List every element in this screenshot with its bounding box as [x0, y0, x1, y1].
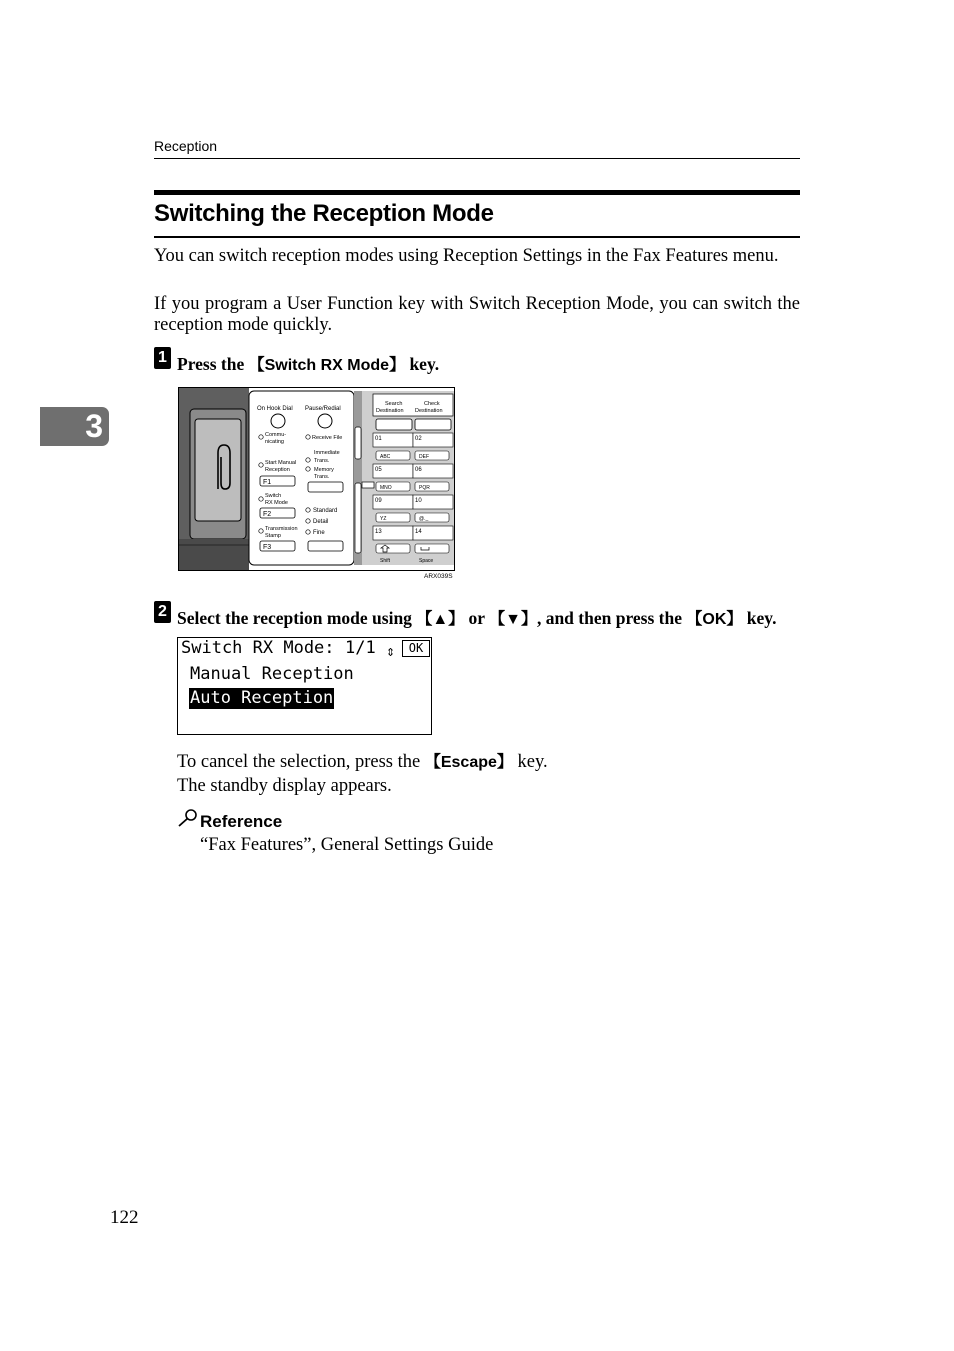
on-hook-dial-button	[271, 414, 285, 428]
magnifier-icon	[177, 808, 199, 828]
standby-note: The standby display appears.	[177, 776, 392, 796]
title-rule-top	[154, 190, 800, 195]
label-stamp: Stamp	[265, 533, 281, 539]
label-search-destination: Destination	[376, 408, 404, 414]
lcd-option-manual-reception: Manual Reception	[190, 664, 354, 684]
up-down-arrow-icon: ⇕	[386, 642, 396, 660]
figure-id: ARX039S	[424, 573, 453, 580]
step-2-text-2: or	[464, 608, 490, 628]
label-f3: F3	[263, 544, 272, 551]
key-label-10: 10	[415, 498, 422, 504]
lcd-title: Switch RX Mode:	[181, 638, 335, 658]
key-label-abc: ABC	[380, 454, 391, 460]
down-key-label: 【▼】	[489, 611, 537, 628]
cancel-text-before: To cancel the selection, press the	[177, 752, 425, 772]
label-standard: Standard	[313, 508, 338, 514]
label-immediate: Immediate	[314, 450, 340, 456]
escape-key-label: 【Escape】	[424, 754, 513, 771]
key-label-mno: MNO	[380, 485, 392, 491]
step-2-text-1: Select the reception mode using	[177, 608, 417, 628]
key-label-06: 06	[415, 467, 422, 473]
label-receive-file: Receive File	[312, 435, 343, 441]
key-label-05: 05	[375, 467, 382, 473]
label-nicating: nicating	[265, 439, 284, 445]
key-label-14: 14	[415, 529, 422, 535]
key-label-09: 09	[375, 498, 382, 504]
lcd-page-indicator: 1/1	[345, 638, 376, 658]
step-1-badge: 1	[154, 347, 171, 369]
label-start-manual: Start Manual	[265, 460, 297, 466]
label-memory: Memory	[314, 467, 334, 473]
intro-paragraph-1: You can switch reception modes using Reception Settings in the Fax Features menu.	[154, 246, 779, 266]
cancel-text-after: key.	[512, 752, 548, 772]
switch-rx-mode-key-label: 【Switch RX Mode】	[248, 357, 406, 374]
step-2-text-4: key.	[742, 608, 777, 628]
label-transmission: Transmission	[265, 526, 298, 532]
title-rule-bottom	[154, 236, 800, 238]
header-rule	[154, 158, 800, 159]
lcd-ok-indicator: OK	[402, 640, 430, 657]
label-fine: Fine	[313, 530, 325, 536]
lcd-option-auto-reception-selected: Auto Reception	[190, 688, 334, 708]
key-label-01: 01	[375, 436, 382, 442]
chapter-number: 3	[85, 408, 103, 444]
key-label-def: DEF	[419, 454, 429, 460]
label-f2: F2	[263, 511, 272, 518]
key-label-symbols: @._	[419, 516, 429, 522]
key-label-13: 13	[375, 529, 382, 535]
intro-paragraph-2: If you program a User Function key with Switch Reception Mode, you can switch the reception mode quickly.	[154, 294, 800, 335]
step-1-instruction	[177, 352, 439, 375]
label-reception: Reception	[265, 467, 290, 473]
page-number: 122	[110, 1207, 139, 1228]
lcd-display	[177, 637, 432, 735]
step-1-text-before: Press the	[177, 354, 249, 374]
label-switch: Switch	[265, 493, 282, 499]
label-rx-mode: RX Mode	[265, 500, 288, 506]
label-detail: Detail	[313, 519, 329, 525]
cancel-instruction	[177, 749, 548, 773]
fax-control-panel-illustration	[178, 387, 455, 571]
page-title: Switching the Reception Mode	[154, 200, 494, 227]
reference-text: “Fax Features”, General Settings Guide	[200, 835, 494, 855]
label-trans-1: Trans.	[314, 458, 330, 464]
key-label-shift: Shift	[380, 558, 391, 564]
pause-redial-button	[318, 414, 332, 428]
label-pause-redial: Pause/Redial	[305, 406, 341, 412]
label-search: Search	[385, 401, 403, 407]
label-trans-2: Trans.	[314, 474, 330, 480]
running-header: Reception	[154, 138, 218, 154]
key-label-yz: YZ	[380, 516, 387, 522]
key-label-02: 02	[415, 436, 422, 442]
label-check: Check	[424, 401, 440, 407]
chapter-tab	[40, 407, 109, 446]
step-2-badge: 2	[154, 601, 171, 623]
up-key-label: 【▲】	[416, 611, 465, 628]
ok-key-label: 【OK】	[686, 611, 743, 628]
step-2-instruction	[177, 606, 776, 629]
key-label-pqr: PQR	[419, 485, 430, 491]
label-on-hook-dial: On Hook Dial	[257, 406, 293, 412]
label-check-destination: Destination	[415, 408, 443, 414]
key-label-space: Space	[419, 558, 434, 564]
label-f1: F1	[263, 479, 272, 486]
step-2-text-3: , and then press the	[536, 608, 687, 628]
step-1-text-after: key.	[405, 354, 440, 374]
label-commu: Commu-	[265, 432, 287, 438]
reference-label: Reference	[200, 812, 283, 831]
